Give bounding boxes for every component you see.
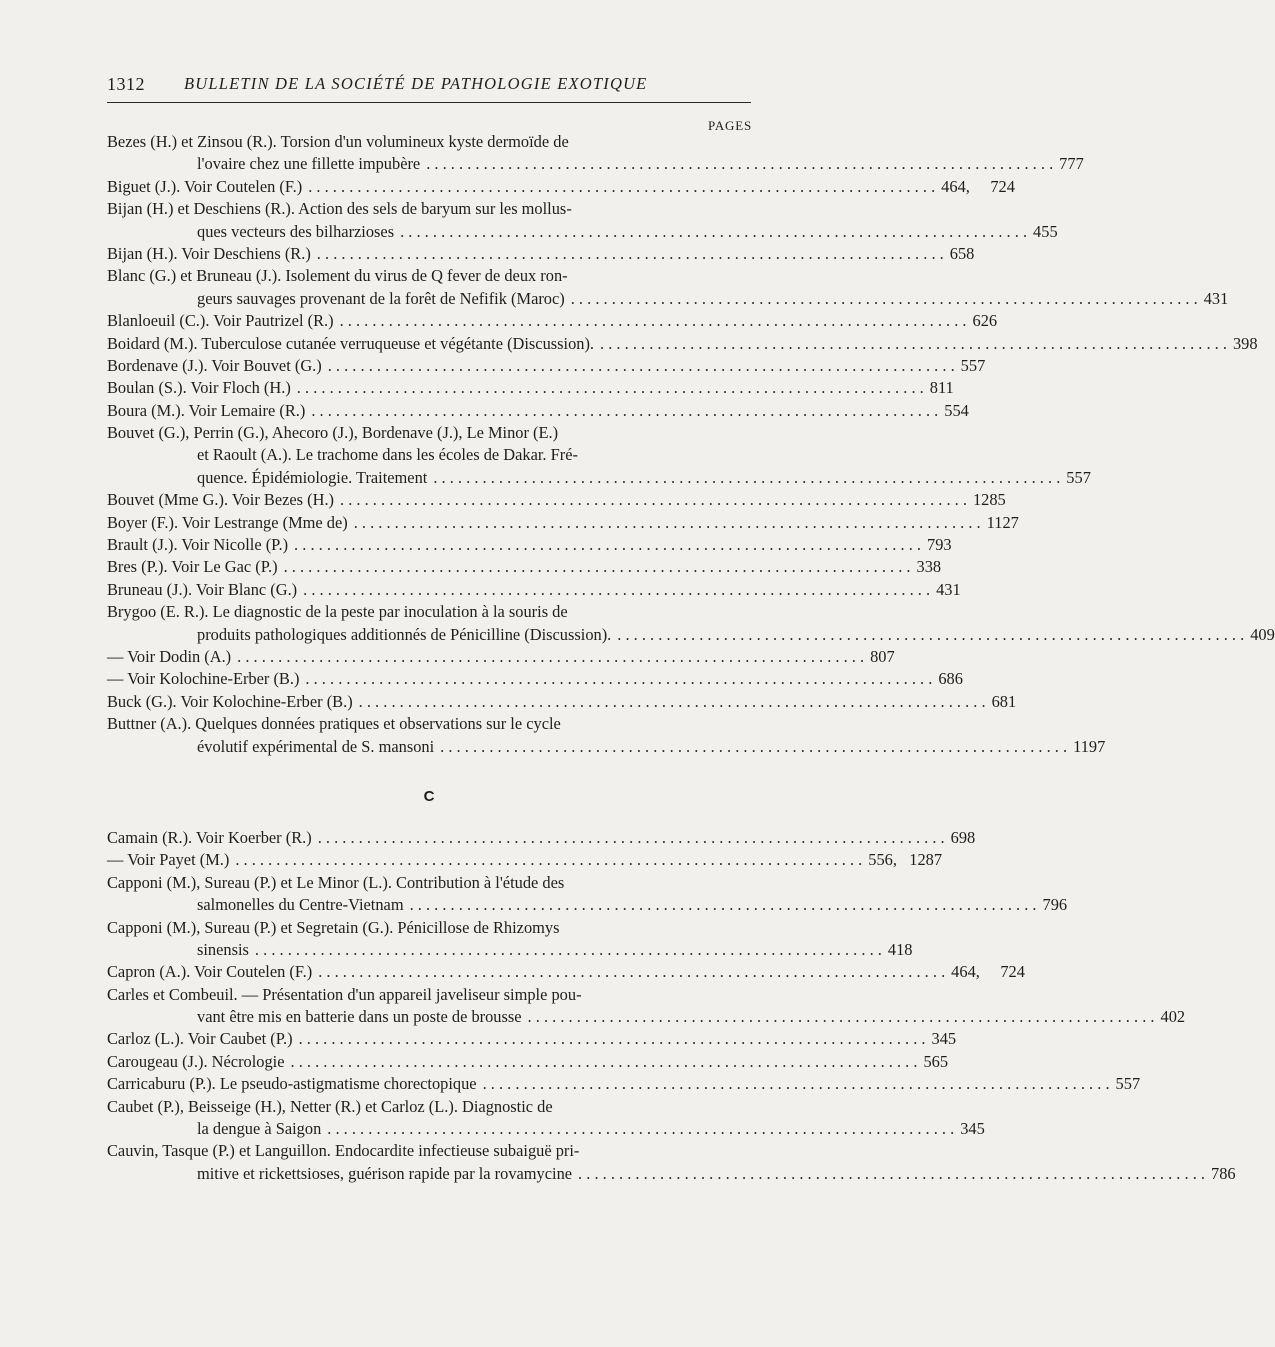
index-entry	[107, 1140, 1236, 1185]
index-entry	[107, 668, 963, 690]
entry-first-line	[107, 961, 1025, 983]
dot-leader	[291, 377, 924, 399]
entry-text: Boura (M.). Voir Lemaire (R.)	[107, 400, 306, 420]
entry-text: Capron (A.). Voir Coutelen (F.)	[107, 962, 313, 982]
entry-first-line	[107, 243, 975, 265]
entry-text: Blanc (G.) et Bruneau (J.). Isolement du virus de Q fever de deux ron-	[107, 266, 568, 286]
entry-text: Brygoo (E. R.). Le diagnostic de la peste par inoculation à la souris de	[107, 602, 568, 622]
page-reference: 431	[1203, 288, 1229, 308]
entry-text: salmonelles du Centre-Vietnam	[197, 895, 404, 915]
pages-column-label: PAGES	[708, 118, 752, 133]
page-reference: 557	[1066, 467, 1091, 487]
entry-text: Boidard (M.). Tuberculose cutanée verruqueuse et végétante (Discussion).	[107, 333, 595, 353]
dot-leader	[427, 467, 1060, 489]
section-b-entries	[107, 131, 1275, 758]
index-entry	[107, 917, 913, 962]
section-letter-c: C	[423, 787, 435, 805]
page-header	[107, 74, 751, 98]
page-reference: 626	[972, 311, 998, 331]
entry-first-line	[107, 827, 976, 849]
page-reference: 398	[1232, 333, 1258, 353]
page-reference: 409	[1250, 624, 1275, 644]
entry-first-line	[107, 400, 969, 422]
entry-first-line	[107, 534, 952, 556]
page-reference: 777	[1059, 154, 1084, 174]
page-reference: 1197	[1073, 736, 1106, 756]
entry-first-line	[107, 872, 751, 894]
entry-text: Bruneau (J.). Voir Blanc (G.)	[107, 579, 298, 599]
entry-first-line	[107, 355, 986, 377]
entry-first-line	[107, 512, 1019, 534]
dot-leader	[434, 736, 1067, 758]
dot-leader	[312, 827, 945, 849]
entry-first-line	[107, 1051, 949, 1073]
entry-continuation-line	[107, 1006, 1186, 1028]
entry-continuation-line	[107, 1118, 985, 1140]
page-reference: 786	[1211, 1163, 1236, 1183]
dot-leader	[285, 1051, 918, 1073]
page-reference: 338	[916, 557, 942, 577]
dot-leader	[420, 153, 1053, 175]
entry-first-line	[107, 691, 1017, 713]
dot-leader	[353, 691, 986, 713]
entry-first-line	[107, 601, 751, 623]
entry-text: Bezes (H.) et Zinsou (R.). Torsion d'un volumineux kyste dermoïde de	[107, 132, 569, 151]
entry-first-line	[107, 265, 751, 287]
entry-first-line	[107, 668, 963, 690]
entry-first-line	[107, 198, 751, 220]
index-entry	[107, 333, 1258, 355]
dot-leader	[297, 579, 930, 601]
dot-leader	[302, 176, 935, 198]
index-entry	[107, 265, 1229, 310]
page-reference: 455	[1033, 221, 1058, 241]
entry-first-line	[107, 984, 751, 1006]
entry-first-line	[107, 1073, 1141, 1095]
entry-continuation-line	[107, 939, 913, 961]
index-entry	[107, 713, 1106, 758]
entry-text: mitive et rickettsioses, guérison rapide par la rovamycine	[197, 1163, 573, 1183]
entry-text: Carloz (L.). Voir Caubet (P.)	[107, 1029, 293, 1049]
running-title: BULLETIN DE LA SOCIÉTÉ DE PATHOLOGIE EXOTIQUE	[184, 74, 648, 93]
index-entry	[107, 400, 969, 422]
entry-text: et Raoult (A.). Le trachome dans les écoles de Dakar. Fré-	[197, 445, 578, 465]
entry-continuation-line	[107, 444, 751, 466]
index-entry	[107, 1028, 957, 1050]
entry-first-line	[107, 556, 942, 578]
index-entry	[107, 1051, 949, 1073]
index-entry	[107, 131, 1084, 176]
page-reference: 554	[944, 400, 969, 420]
entry-text: vant être mis en batterie dans un poste de brousse	[197, 1007, 522, 1027]
page-reference: 557	[960, 355, 986, 375]
index-entry	[107, 1073, 1141, 1095]
entry-continuation-line	[107, 288, 1229, 310]
page-number: 1312	[107, 74, 145, 94]
page-reference: 464, 724	[941, 176, 1015, 196]
entry-first-line	[107, 489, 1006, 511]
entry-text: Bordenave (J.). Voir Bouvet (G.)	[107, 355, 322, 375]
entry-text: Capponi (M.), Sureau (P.) et Le Minor (L.). Contribution à l'étude des	[107, 872, 565, 892]
entry-first-line	[107, 1096, 751, 1118]
dot-leader	[334, 489, 967, 511]
page-reference: 796	[1042, 895, 1068, 915]
entry-text: quence. Épidémiologie. Traitement	[197, 467, 428, 487]
entry-text: Bijan (H.) et Deschiens (R.). Action des sels de baryum sur les mollus-	[107, 199, 572, 219]
entry-first-line	[107, 1140, 751, 1162]
entry-first-line	[107, 849, 943, 871]
page-reference: 557	[1115, 1074, 1141, 1094]
dot-leader	[231, 646, 864, 668]
page-reference: 686	[938, 669, 963, 689]
index-entry	[107, 849, 943, 871]
dot-leader	[611, 624, 1244, 646]
dot-leader	[477, 1073, 1110, 1095]
page-reference: 345	[931, 1029, 957, 1049]
index-entry	[107, 691, 1017, 713]
index-entry	[107, 872, 1068, 917]
index-entry	[107, 1096, 985, 1141]
page-reference: 464, 724	[951, 962, 1025, 982]
entry-continuation-line	[107, 153, 1084, 175]
entry-text: Bijan (H.). Voir Deschiens (R.)	[107, 243, 311, 263]
entry-text: Carougeau (J.). Nécrologie	[107, 1051, 285, 1071]
entry-text: Cauvin, Tasque (P.) et Languillon. Endocardite infectieuse subaiguë pri-	[107, 1141, 580, 1161]
entry-first-line	[107, 176, 1015, 198]
entry-first-line	[107, 646, 895, 668]
index-entry	[107, 310, 998, 332]
entry-continuation-line	[107, 221, 1058, 243]
entry-text: Bres (P.). Voir Le Gac (P.)	[107, 557, 278, 577]
dot-leader	[394, 221, 1027, 243]
entry-text: Buck (G.). Voir Kolochine-Erber (B.)	[107, 691, 353, 711]
dot-leader	[321, 1118, 954, 1140]
entry-text: Buttner (A.). Quelques données pratiques et observations sur le cycle	[107, 714, 561, 734]
index-entry	[107, 512, 1019, 534]
page-reference: 402	[1160, 1007, 1186, 1027]
index-entry	[107, 984, 1186, 1029]
page-reference: 698	[950, 827, 976, 847]
dot-leader	[305, 400, 938, 422]
entry-first-line	[107, 422, 751, 444]
page-reference: 811	[929, 378, 954, 398]
dot-leader	[334, 310, 967, 332]
index-entry	[107, 377, 954, 399]
entry-text: Bouvet (G.), Perrin (G.), Ahecoro (J.), Bordenave (J.), Le Minor (E.)	[107, 423, 559, 443]
entry-text: Boulan (S.). Voir Floch (H.)	[107, 378, 291, 398]
dot-leader	[229, 849, 862, 871]
entry-text: produits pathologiques additionnés de Pénicilline (Discussion).	[197, 624, 612, 644]
entry-text: Biguet (J.). Voir Coutelen (F.)	[107, 176, 303, 196]
entry-text: Carricaburu (P.). Le pseudo-astigmatisme chorectopique	[107, 1074, 477, 1094]
entry-first-line	[107, 917, 751, 939]
page-reference: 1127	[986, 512, 1019, 532]
page-reference: 565	[923, 1051, 949, 1071]
entry-text: Capponi (M.), Sureau (P.) et Segretain (G.). Pénicillose de Rhizomys	[107, 917, 560, 937]
index-entry	[107, 489, 1006, 511]
entry-first-line	[107, 333, 1258, 355]
entry-first-line	[107, 377, 954, 399]
dot-leader	[565, 288, 1198, 310]
entry-first-line	[107, 579, 961, 601]
dot-leader	[293, 1028, 926, 1050]
dot-leader	[322, 355, 955, 377]
dot-leader	[299, 668, 932, 690]
dot-leader	[278, 556, 911, 578]
page-reference: 658	[949, 243, 975, 263]
entry-text: Camain (R.). Voir Koerber (R.)	[107, 827, 312, 847]
dot-leader	[594, 333, 1227, 355]
page-reference: 345	[960, 1119, 985, 1139]
dot-leader	[288, 534, 921, 556]
section-c-entries	[107, 827, 1236, 1185]
page-reference: 556, 1287	[868, 850, 943, 870]
entry-continuation-line	[107, 467, 1091, 489]
index-entry	[107, 827, 976, 849]
entry-first-line	[107, 131, 751, 153]
header-rule	[107, 102, 751, 103]
entry-text: la dengue à Saigon	[197, 1119, 322, 1139]
entry-continuation-line	[107, 736, 1106, 758]
entry-first-line	[107, 310, 998, 332]
dot-leader	[249, 939, 882, 961]
index-entry	[107, 534, 952, 556]
author-index	[107, 131, 1275, 1185]
index-entry	[107, 646, 895, 668]
dot-leader	[311, 243, 944, 265]
index-entry	[107, 556, 942, 578]
page-reference: 431	[936, 579, 961, 599]
entry-text: — Voir Payet (M.)	[107, 850, 230, 870]
index-entry	[107, 961, 1025, 983]
entry-text: sinensis	[197, 939, 249, 959]
index-entry	[107, 579, 961, 601]
entry-text: — Voir Kolochine-Erber (B.)	[107, 669, 300, 689]
entry-text: Bouvet (Mme G.). Voir Bezes (H.)	[107, 490, 335, 510]
page-reference: 681	[991, 691, 1017, 711]
entry-text: — Voir Dodin (A.)	[107, 646, 232, 666]
page-reference: 418	[887, 939, 913, 959]
index-entry	[107, 422, 1091, 489]
index-entry	[107, 601, 1275, 646]
entry-continuation-line	[107, 1163, 1236, 1185]
entry-text: l'ovaire chez une fillette impubère	[197, 154, 421, 174]
page-reference: 793	[927, 535, 952, 555]
page-reference: 1285	[972, 490, 1006, 510]
entry-first-line	[107, 1028, 957, 1050]
dot-leader	[404, 894, 1037, 916]
entry-continuation-line	[107, 894, 1068, 916]
entry-text: Brault (J.). Voir Nicolle (P.)	[107, 535, 289, 555]
page-reference: 807	[870, 646, 895, 666]
index-entry	[107, 176, 1015, 198]
index-entry	[107, 198, 1058, 243]
dot-leader	[348, 512, 981, 534]
entry-text: Blanloeuil (C.). Voir Pautrizel (R.)	[107, 311, 334, 331]
entry-first-line	[107, 713, 751, 735]
entry-text: Carles et Combeuil. — Présentation d'un appareil javeliseur simple pou-	[107, 984, 582, 1004]
entry-text: évolutif expérimental de S. mansoni	[197, 736, 435, 756]
dot-leader	[572, 1163, 1205, 1185]
index-entry	[107, 355, 986, 377]
entry-text: Caubet (P.), Beisseige (H.), Netter (R.) et Carloz (L.). Diagnostic de	[107, 1096, 553, 1116]
dot-leader	[522, 1006, 1155, 1028]
entry-text: ques vecteurs des bilharzioses	[197, 221, 395, 241]
entry-continuation-line	[107, 624, 1275, 646]
index-entry	[107, 243, 975, 265]
entry-text: geurs sauvages provenant de la forêt de Nefifik (Maroc)	[197, 288, 565, 308]
dot-leader	[312, 961, 945, 983]
entry-text: Boyer (F.). Voir Lestrange (Mme de)	[107, 512, 348, 532]
